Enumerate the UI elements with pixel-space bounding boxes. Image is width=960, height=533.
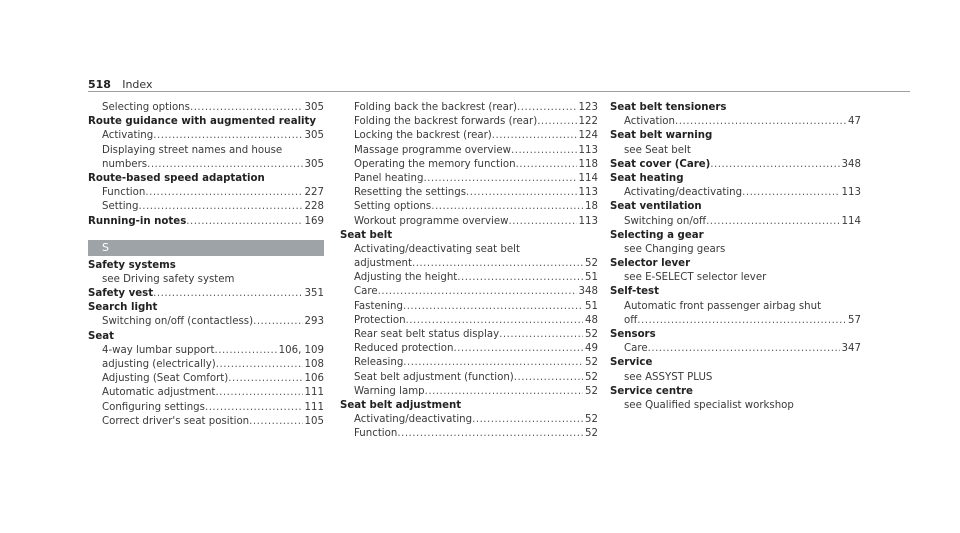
entry-text: Setting options xyxy=(354,201,432,213)
index-sub-entry xyxy=(88,200,324,214)
dot-leader xyxy=(508,215,576,229)
dot-leader xyxy=(215,386,302,400)
entry-text: Panel heating xyxy=(354,172,424,184)
dot-leader xyxy=(228,372,302,386)
dot-leader xyxy=(675,115,846,129)
page-reference[interactable]: 57 xyxy=(848,314,861,326)
dot-leader xyxy=(249,415,302,429)
entry-text: see Changing gears xyxy=(624,243,726,255)
index-sub-entry xyxy=(340,328,598,342)
index-heading-entry xyxy=(340,229,598,243)
index-sub-entry xyxy=(340,257,598,271)
entry-text: Correct driver's seat position xyxy=(102,415,250,427)
entry-text: Locking the backrest (rear) xyxy=(354,130,492,142)
dot-leader xyxy=(190,101,303,115)
index-heading-entry xyxy=(88,301,324,315)
index-sub-entry xyxy=(88,401,324,415)
entry-heading-text: Selecting a gear xyxy=(610,229,704,241)
dot-leader xyxy=(710,158,839,172)
index-sub-entry xyxy=(340,356,598,370)
entry-text: 4-way lumbar support xyxy=(102,344,215,356)
dot-leader xyxy=(138,200,302,214)
index-sub-entry xyxy=(610,144,861,158)
dot-leader xyxy=(537,115,576,129)
page-reference[interactable]: 124 xyxy=(578,130,598,142)
dot-leader xyxy=(423,172,576,186)
index-heading-entry xyxy=(610,172,861,186)
dot-leader xyxy=(216,358,303,372)
page-reference[interactable]: 118 xyxy=(578,158,598,170)
page-reference[interactable]: 114 xyxy=(841,215,861,227)
dot-leader xyxy=(406,314,583,328)
index-heading-entry xyxy=(610,356,861,370)
index-sub-entry xyxy=(610,271,861,285)
index-sub-entry xyxy=(340,371,598,385)
index-heading-entry xyxy=(610,328,861,342)
page-reference[interactable]: 113 xyxy=(841,187,861,199)
entry-heading-text: Route guidance with augmented reality xyxy=(88,116,317,128)
index-sub-entry xyxy=(88,144,324,158)
entry-heading-text: Search light xyxy=(88,302,158,314)
entry-heading-text: Safety systems xyxy=(88,259,176,271)
page-reference[interactable]: 305 xyxy=(304,158,324,170)
page-reference[interactable]: 52 xyxy=(585,357,598,369)
page-reference[interactable]: 351 xyxy=(304,288,324,300)
entry-text: Protection xyxy=(354,314,406,326)
page-reference[interactable]: 114 xyxy=(578,172,598,184)
index-sub-entry xyxy=(610,243,861,257)
entry-text: Releasing xyxy=(354,357,404,369)
entry-text: Displaying street names and house xyxy=(102,144,283,156)
index-heading-entry xyxy=(610,229,861,243)
dot-leader xyxy=(425,385,583,399)
index-heading-entry xyxy=(610,285,861,299)
entry-text: Configuring settings xyxy=(102,401,205,413)
index-heading-entry xyxy=(340,399,598,413)
index-sub-entry xyxy=(88,186,324,200)
page-reference[interactable]: 305 xyxy=(304,130,324,142)
entry-text: Adjusting the height xyxy=(354,272,458,284)
page-reference[interactable]: 122 xyxy=(578,116,598,128)
entry-text: Seat belt adjustment (function) xyxy=(354,371,514,383)
index-sub-entry xyxy=(340,215,598,229)
page-reference[interactable]: 48 xyxy=(585,314,598,326)
entry-text: Automatic front passenger airbag shut xyxy=(624,300,822,312)
index-heading-entry xyxy=(610,257,861,271)
dot-leader xyxy=(637,314,846,328)
index-heading-entry xyxy=(610,101,861,115)
page-reference[interactable]: 123 xyxy=(578,102,598,113)
index-sub-entry xyxy=(88,344,324,358)
index-sub-entry xyxy=(340,158,598,172)
index-sub-entry xyxy=(340,243,598,257)
index-sub-entry xyxy=(88,273,324,287)
dot-leader xyxy=(499,328,583,342)
dot-leader xyxy=(648,342,840,356)
page-reference[interactable]: 347 xyxy=(841,343,861,355)
index-sub-entry xyxy=(610,371,861,385)
entry-heading-text: Seat xyxy=(88,330,114,342)
index-heading-entry xyxy=(88,259,324,273)
entry-text: Function xyxy=(102,187,146,199)
index-sub-entry xyxy=(340,413,598,427)
index-sub-entry xyxy=(340,186,598,200)
index-column-2 xyxy=(340,101,598,442)
dot-leader xyxy=(186,215,302,229)
page-reference[interactable]: 52 xyxy=(585,428,598,440)
dot-leader xyxy=(516,158,577,172)
page-reference[interactable]: 228 xyxy=(304,201,324,213)
page-reference[interactable]: 108 xyxy=(304,359,324,370)
entry-heading-text: Safety vest xyxy=(88,288,154,300)
index-sub-entry xyxy=(88,129,324,143)
entry-text: numbers xyxy=(102,158,148,170)
entry-text: Folding back the backrest (rear) xyxy=(354,102,518,113)
index-column-3 xyxy=(610,101,861,413)
entry-text: Selecting options xyxy=(102,102,190,113)
entry-text: Automatic adjustment xyxy=(102,387,216,399)
index-sub-entry xyxy=(340,172,598,186)
page-title: Index xyxy=(122,78,153,91)
index-sub-entry xyxy=(610,186,861,200)
page-reference[interactable]: 52 xyxy=(585,258,598,270)
entry-heading-text: Self-test xyxy=(610,286,659,298)
entry-heading-text: Seat belt warning xyxy=(610,130,713,142)
index-heading-entry xyxy=(610,200,861,214)
entry-text: Activating/deactivating seat belt xyxy=(354,243,520,255)
index-sub-entry xyxy=(340,101,598,115)
page-reference[interactable]: 293 xyxy=(304,316,324,328)
entry-text: Resetting the settings xyxy=(354,187,467,199)
dot-leader xyxy=(403,300,583,314)
entry-text: see Driving safety system xyxy=(102,273,235,285)
dot-leader xyxy=(214,344,276,358)
dot-leader xyxy=(412,257,583,271)
page-reference[interactable]: 111 xyxy=(304,401,324,413)
entry-text: Activating/deactivating xyxy=(624,187,743,199)
entry-text: Folding the backrest forwards (rear) xyxy=(354,116,538,128)
page-reference[interactable]: 52 xyxy=(585,329,598,340)
dot-leader xyxy=(205,401,303,415)
entry-heading-text: Running-in notes xyxy=(88,215,187,227)
entry-text: Switching on/off (contactless) xyxy=(102,316,254,328)
entry-text: Reduced protection xyxy=(354,343,454,355)
page-reference[interactable]: 49 xyxy=(585,343,598,355)
entry-text: Rear seat belt status display xyxy=(354,329,500,340)
dot-leader xyxy=(472,413,583,427)
dot-leader xyxy=(492,129,577,143)
entry-heading-text: Seat cover (Care) xyxy=(610,158,711,170)
index-sub-entry xyxy=(610,314,861,328)
page-reference[interactable]: 106, 109 xyxy=(278,344,324,356)
dot-leader xyxy=(453,342,583,356)
index-sub-entry xyxy=(610,399,861,413)
index-sub-entry xyxy=(610,300,861,314)
index-sub-entry xyxy=(88,315,324,329)
index-sub-entry xyxy=(610,342,861,356)
dot-leader xyxy=(514,371,583,385)
entry-heading-text: Service xyxy=(610,357,653,369)
page-reference[interactable]: 169 xyxy=(304,215,324,227)
entry-heading-text: Seat belt adjustment xyxy=(340,399,462,411)
dot-leader xyxy=(378,285,577,299)
page-number: 518 xyxy=(88,78,111,91)
entry-text: adjustment xyxy=(354,258,412,270)
index-heading-entry xyxy=(610,385,861,399)
index-sub-entry xyxy=(340,342,598,356)
dot-leader xyxy=(153,129,302,143)
entry-heading-text: Seat belt xyxy=(340,229,393,241)
page-reference[interactable]: 52 xyxy=(585,414,598,426)
entry-heading-text: Sensors xyxy=(610,329,656,340)
entry-text: Massage programme overview xyxy=(354,144,511,156)
entry-text: see ASSYST PLUS xyxy=(624,371,713,383)
dot-leader xyxy=(466,186,577,200)
entry-text: Function xyxy=(354,428,398,440)
index-sub-entry xyxy=(610,115,861,129)
index-sub-entry xyxy=(88,358,324,372)
page-reference[interactable]: 227 xyxy=(304,187,324,199)
entry-heading-text: Selector lever xyxy=(610,258,691,270)
entry-text: see Qualified specialist workshop xyxy=(624,399,794,411)
page-reference[interactable]: 106 xyxy=(304,373,324,385)
entry-text: see Seat belt xyxy=(624,144,691,156)
header-divider xyxy=(88,91,910,92)
dot-leader xyxy=(403,356,583,370)
dot-leader xyxy=(431,200,583,214)
dot-leader xyxy=(153,287,302,301)
index-sub-entry xyxy=(340,385,598,399)
entry-text: Warning lamp xyxy=(354,385,425,397)
index-sub-entry xyxy=(340,144,598,158)
page-reference[interactable]: 47 xyxy=(848,116,861,128)
index-sub-entry xyxy=(340,314,598,328)
page-reference[interactable]: 305 xyxy=(304,102,324,113)
entry-text: Setting xyxy=(102,201,139,213)
entry-heading-text: Service centre xyxy=(610,385,693,397)
dot-leader xyxy=(706,215,839,229)
index-heading-entry xyxy=(610,129,861,143)
entry-heading-text: Route-based speed adaptation xyxy=(88,172,265,184)
entry-text: Operating the memory function xyxy=(354,158,516,170)
entry-text: Switching on/off xyxy=(624,215,707,227)
entry-text: Care xyxy=(624,343,648,355)
index-sub-entry xyxy=(340,271,598,285)
index-heading-entry xyxy=(88,330,324,344)
index-column-1 xyxy=(88,101,324,429)
dot-leader xyxy=(517,101,577,115)
page-reference[interactable]: 348 xyxy=(841,158,861,170)
page-reference[interactable]: 105 xyxy=(304,415,324,427)
index-sub-entry xyxy=(88,386,324,400)
index-sub-entry xyxy=(88,101,324,115)
entry-text: off xyxy=(624,314,638,326)
index-sub-entry xyxy=(340,285,598,299)
index-sub-entry xyxy=(88,158,324,172)
section-letter-bar: S xyxy=(88,240,324,256)
page-reference[interactable]: 113 xyxy=(578,187,598,199)
dot-leader xyxy=(147,158,302,172)
page-reference[interactable]: 348 xyxy=(578,286,598,298)
index-sub-entry xyxy=(340,115,598,129)
dot-leader xyxy=(145,186,302,200)
index-heading-entry xyxy=(88,115,324,129)
page-reference[interactable]: 111 xyxy=(304,387,324,399)
entry-text: adjusting (electrically) xyxy=(102,359,216,370)
dot-leader xyxy=(742,186,839,200)
index-sub-entry xyxy=(340,129,598,143)
entry-text: Fastening xyxy=(354,300,403,312)
index-heading-entry xyxy=(88,287,324,301)
index-sub-entry xyxy=(340,427,598,441)
entry-text: Care xyxy=(354,286,378,298)
entry-text: Activating/deactivating xyxy=(354,414,473,426)
dot-leader xyxy=(511,144,577,158)
index-heading-entry xyxy=(610,158,861,172)
entry-heading-text: Seat belt tensioners xyxy=(610,102,727,113)
index-heading-entry xyxy=(88,215,324,229)
entry-text: Activating xyxy=(102,130,154,142)
index-heading-entry xyxy=(88,172,324,186)
entry-heading-text: Seat heating xyxy=(610,172,684,184)
index-sub-entry xyxy=(88,415,324,429)
index-sub-entry xyxy=(610,215,861,229)
page-header xyxy=(88,78,908,91)
entry-heading-text: Seat ventilation xyxy=(610,201,702,213)
entry-text: Workout programme overview xyxy=(354,215,509,227)
dot-leader xyxy=(397,427,583,441)
page-reference[interactable]: 113 xyxy=(578,144,598,156)
dot-leader xyxy=(253,315,302,329)
page-reference[interactable]: 51 xyxy=(585,272,598,284)
index-sub-entry xyxy=(88,372,324,386)
page-reference[interactable]: 51 xyxy=(585,300,598,312)
entry-text: Adjusting (Seat Comfort) xyxy=(102,373,229,385)
page-reference[interactable]: 18 xyxy=(585,201,598,213)
entry-text: Activation xyxy=(624,116,676,128)
page-reference[interactable]: 52 xyxy=(585,385,598,397)
dot-leader xyxy=(457,271,583,285)
index-sub-entry xyxy=(340,300,598,314)
index-sub-entry xyxy=(340,200,598,214)
page-reference[interactable]: 113 xyxy=(578,215,598,227)
entry-text: see E-SELECT selector lever xyxy=(624,272,767,284)
page-reference[interactable]: 52 xyxy=(585,371,598,383)
